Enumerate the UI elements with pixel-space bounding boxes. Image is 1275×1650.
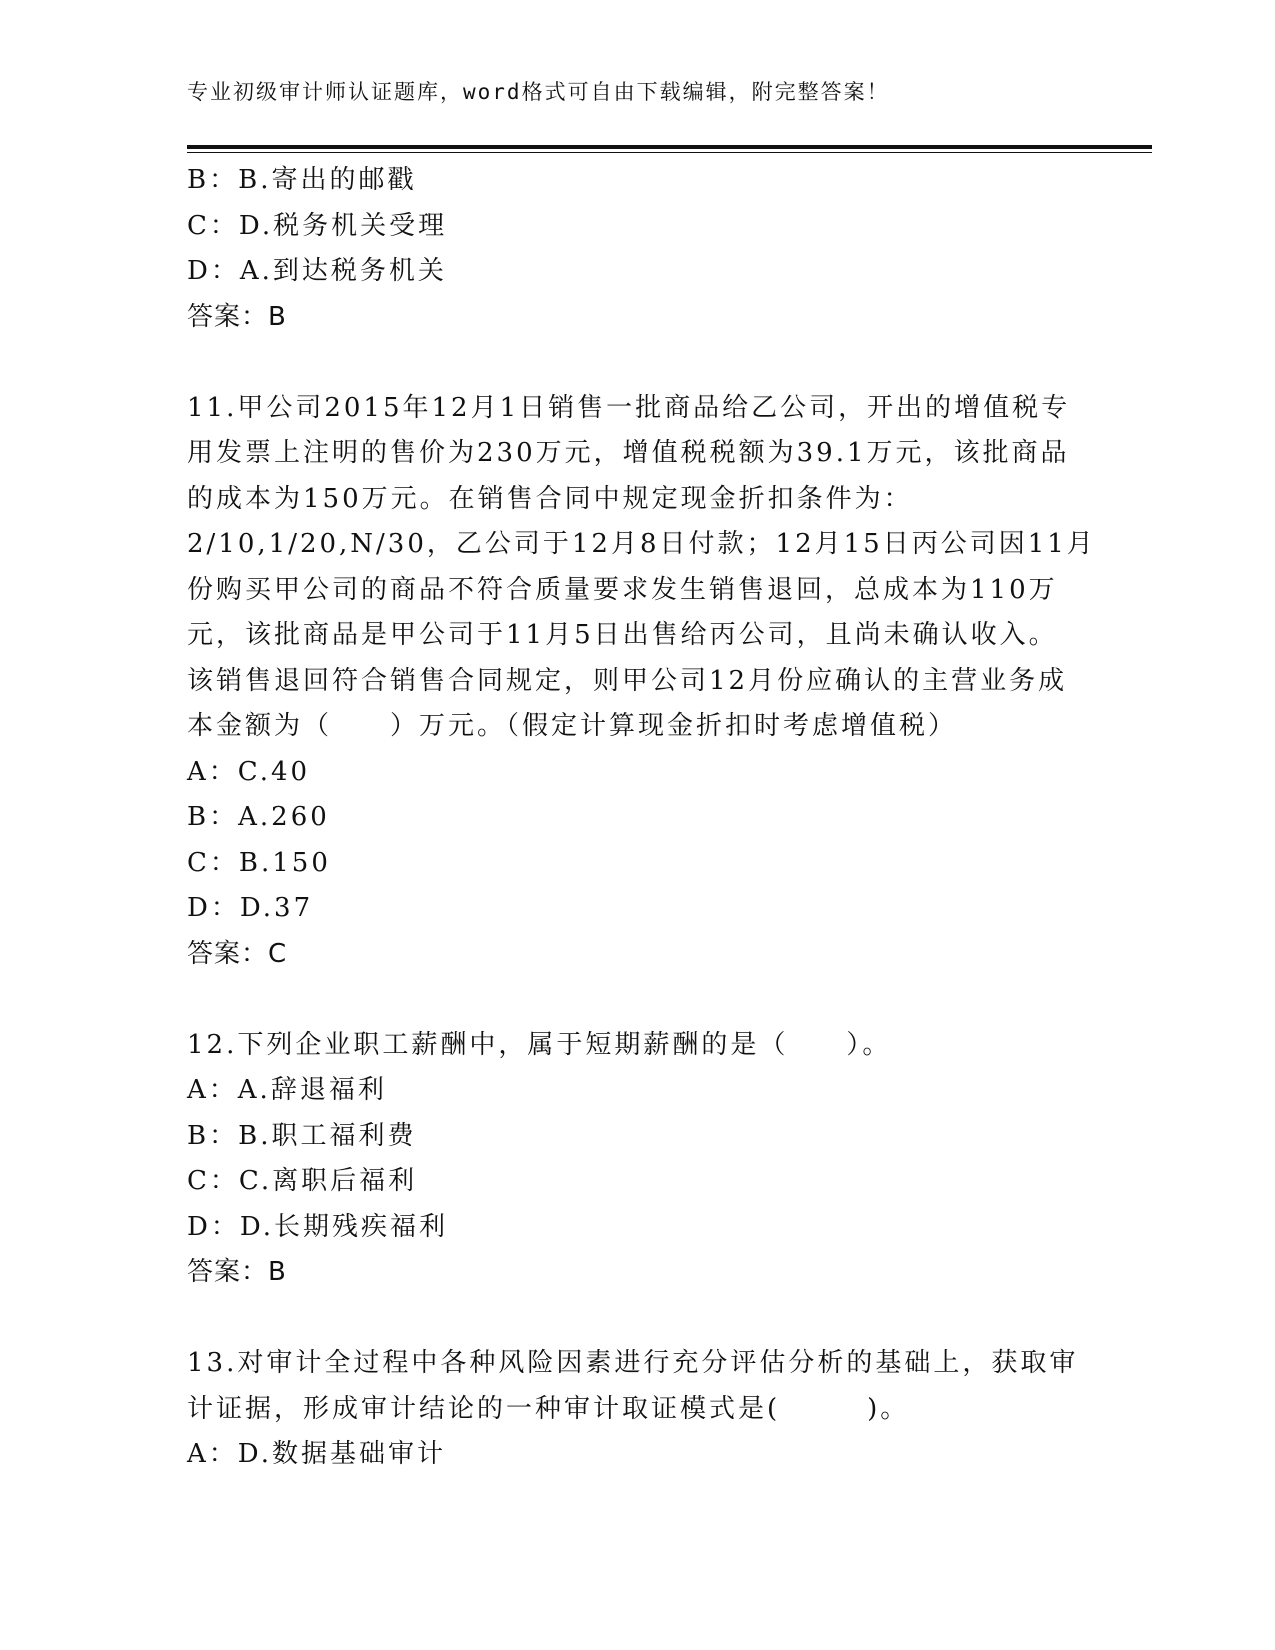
question-11 xyxy=(187,386,1096,978)
option-d: D：D.37 xyxy=(187,893,314,923)
question-12 xyxy=(187,1023,1087,1296)
answer: 答案：B xyxy=(187,301,287,332)
question-stem-line: 12.下列企业职工薪酬中，属于短期薪酬的是（ ）。 xyxy=(187,1029,892,1060)
prev-question-options xyxy=(187,158,1087,340)
option-a: A：A.辞退福利 xyxy=(187,1075,387,1105)
option-a: A：D.数据基础审计 xyxy=(187,1439,446,1469)
question-13 xyxy=(187,1341,1087,1478)
question-stem-line: 本金额为（ ）万元。（假定计算现金折扣时考虑增值税） xyxy=(187,711,958,741)
option-c: C：D.税务机关受理 xyxy=(187,210,448,241)
page-header: 专业初级审计师认证题库，word格式可自由下载编辑，附完整答案！ xyxy=(187,80,890,104)
option-a: A：C.40 xyxy=(187,756,311,787)
question-stem-line: 的成本为150万元。在销售合同中规定现金折扣条件为： xyxy=(187,483,913,514)
option-b: B：A.260 xyxy=(187,802,330,832)
option-c: C：B.150 xyxy=(187,847,331,878)
option-b: B：B.寄出的邮戳 xyxy=(187,165,417,195)
option-d: D：A.到达税务机关 xyxy=(187,256,447,286)
header-rule-thin xyxy=(187,152,1152,153)
question-stem-line: 用发票上注明的售价为230万元，增值税税额为39.1万元，该批商品 xyxy=(187,438,1070,468)
document-body xyxy=(187,158,1096,1478)
question-stem-line: 元，该批商品是甲公司于11月5日出售给丙公司，且尚未确认收入。 xyxy=(187,620,1058,650)
answer: 答案：C xyxy=(187,938,288,969)
question-stem-line: 该销售退回符合销售合同规定，则甲公司12月份应确认的主营业务成 xyxy=(187,665,1068,696)
question-stem-line: 2/10,1/20,N/30，乙公司于12月8日付款；12月15日丙公司因11月 xyxy=(187,529,1096,559)
option-b: B：B.职工福利费 xyxy=(187,1120,417,1151)
question-stem-line: 13.对审计全过程中各种风险因素进行充分评估分析的基础上，获取审 xyxy=(187,1348,1079,1378)
answer: 答案：B xyxy=(187,1257,287,1287)
option-d: D：D.长期残疾福利 xyxy=(187,1211,449,1242)
question-stem-line: 11.甲公司2015年12月1日销售一批商品给乙公司，开出的增值税专 xyxy=(187,392,1071,423)
header-rule-thick xyxy=(187,145,1152,149)
option-c: C：C.离职后福利 xyxy=(187,1166,418,1196)
question-stem-line: 计证据，形成审计结论的一种审计取证模式是( )。 xyxy=(187,1393,910,1424)
question-stem-line: 份购买甲公司的商品不符合质量要求发生销售退回，总成本为110万 xyxy=(187,574,1058,605)
